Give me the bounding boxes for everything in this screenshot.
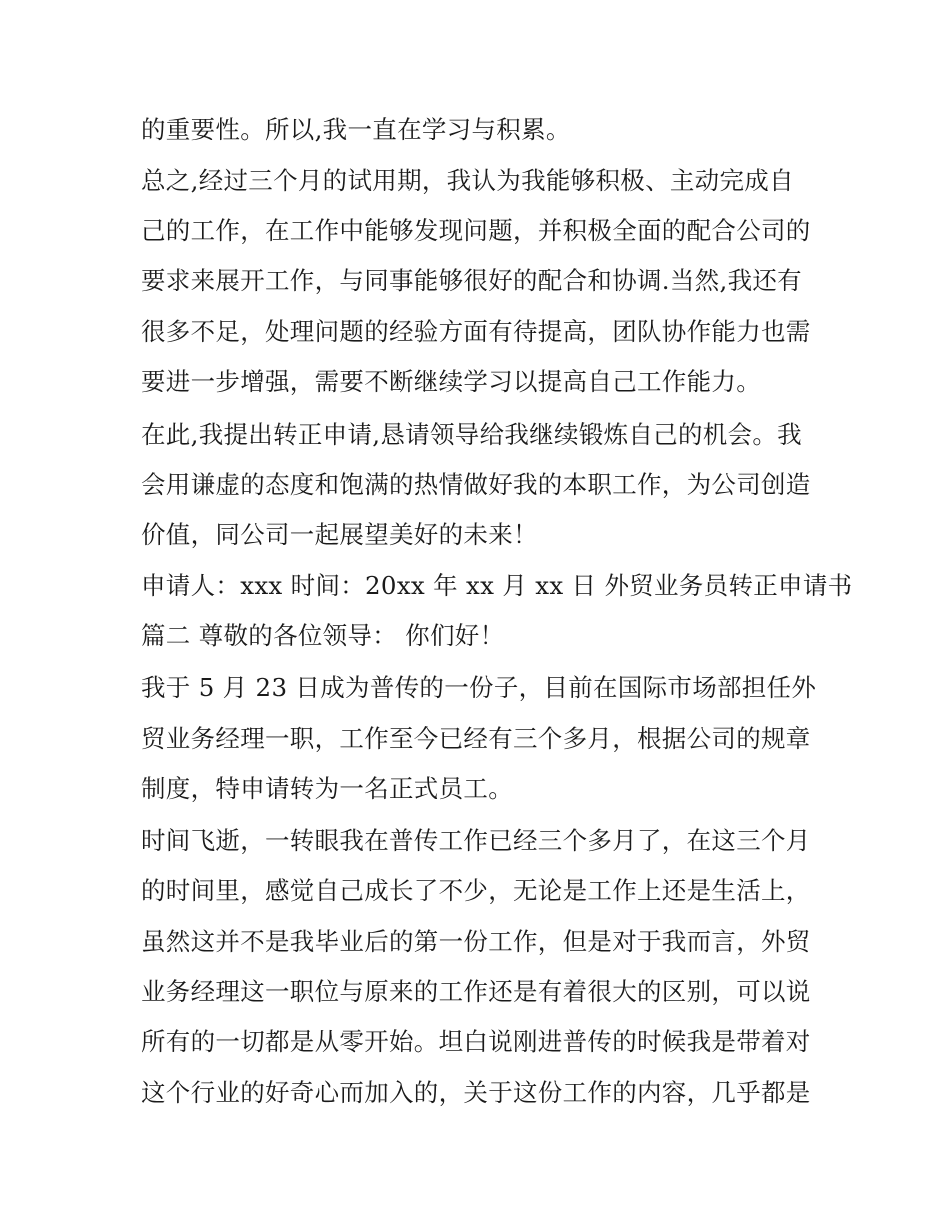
text-line: 的重要性。所以,我一直在学习与积累。 (141, 115, 571, 144)
text-line: 我于 5 月 23 日成为普传的一份子，目前在国际市场部担任外 (141, 673, 817, 702)
text-line: 制度，特申请转为一名正式员工。 (141, 774, 513, 803)
text-line: 这个行业的好奇心而加入的，关于这份工作的内容，几乎都是 (141, 1078, 811, 1107)
text-line: 贸业务经理一职，工作至今已经有三个多月，根据公司的规章 (141, 724, 811, 753)
text-line: 己的工作，在工作中能够发现问题，并积极全面的配合公司的 (141, 216, 811, 245)
text-line: 所有的一切都是从零开始。坦白说刚进普传的时候我是带着对 (141, 1027, 811, 1056)
text-line: 价值，同公司一起展望美好的未来！ (141, 520, 538, 549)
text-line: 篇二 尊敬的各位领导： 你们好！ (141, 621, 505, 650)
text-line: 会用谦虚的态度和饱满的热情做好我的本职工作，为公司创造 (141, 470, 811, 499)
text-line: 申请人：xxx 时间：20xx 年 xx 月 xx 日 外贸业务员转正申请书 (141, 571, 853, 600)
text-line: 要求来展开工作，与同事能够很好的配合和协调.当然,我还有 (141, 266, 802, 295)
text-line: 时间飞逝，一转眼我在普传工作已经三个多月了，在这三个月 (141, 826, 811, 855)
text-line: 总之,经过三个月的试用期，我认为我能够积极、主动完成自 (141, 166, 794, 195)
text-line: 业务经理这一职位与原来的工作还是有着很大的区别，可以说 (141, 977, 811, 1006)
text-line: 要进一步增强，需要不断继续学习以提高自己工作能力。 (141, 367, 761, 396)
text-line: 虽然这并不是我毕业后的第一份工作，但是对于我而言，外贸 (141, 927, 811, 956)
text-line: 的时间里，感觉自己成长了不少，无论是工作上还是生活上， (141, 876, 811, 905)
text-line: 很多不足，处理问题的经验方面有待提高，团队协作能力也需 (141, 317, 811, 346)
text-line: 在此,我提出转正申请,恳请领导给我继续锻炼自己的机会。我 (141, 420, 802, 449)
